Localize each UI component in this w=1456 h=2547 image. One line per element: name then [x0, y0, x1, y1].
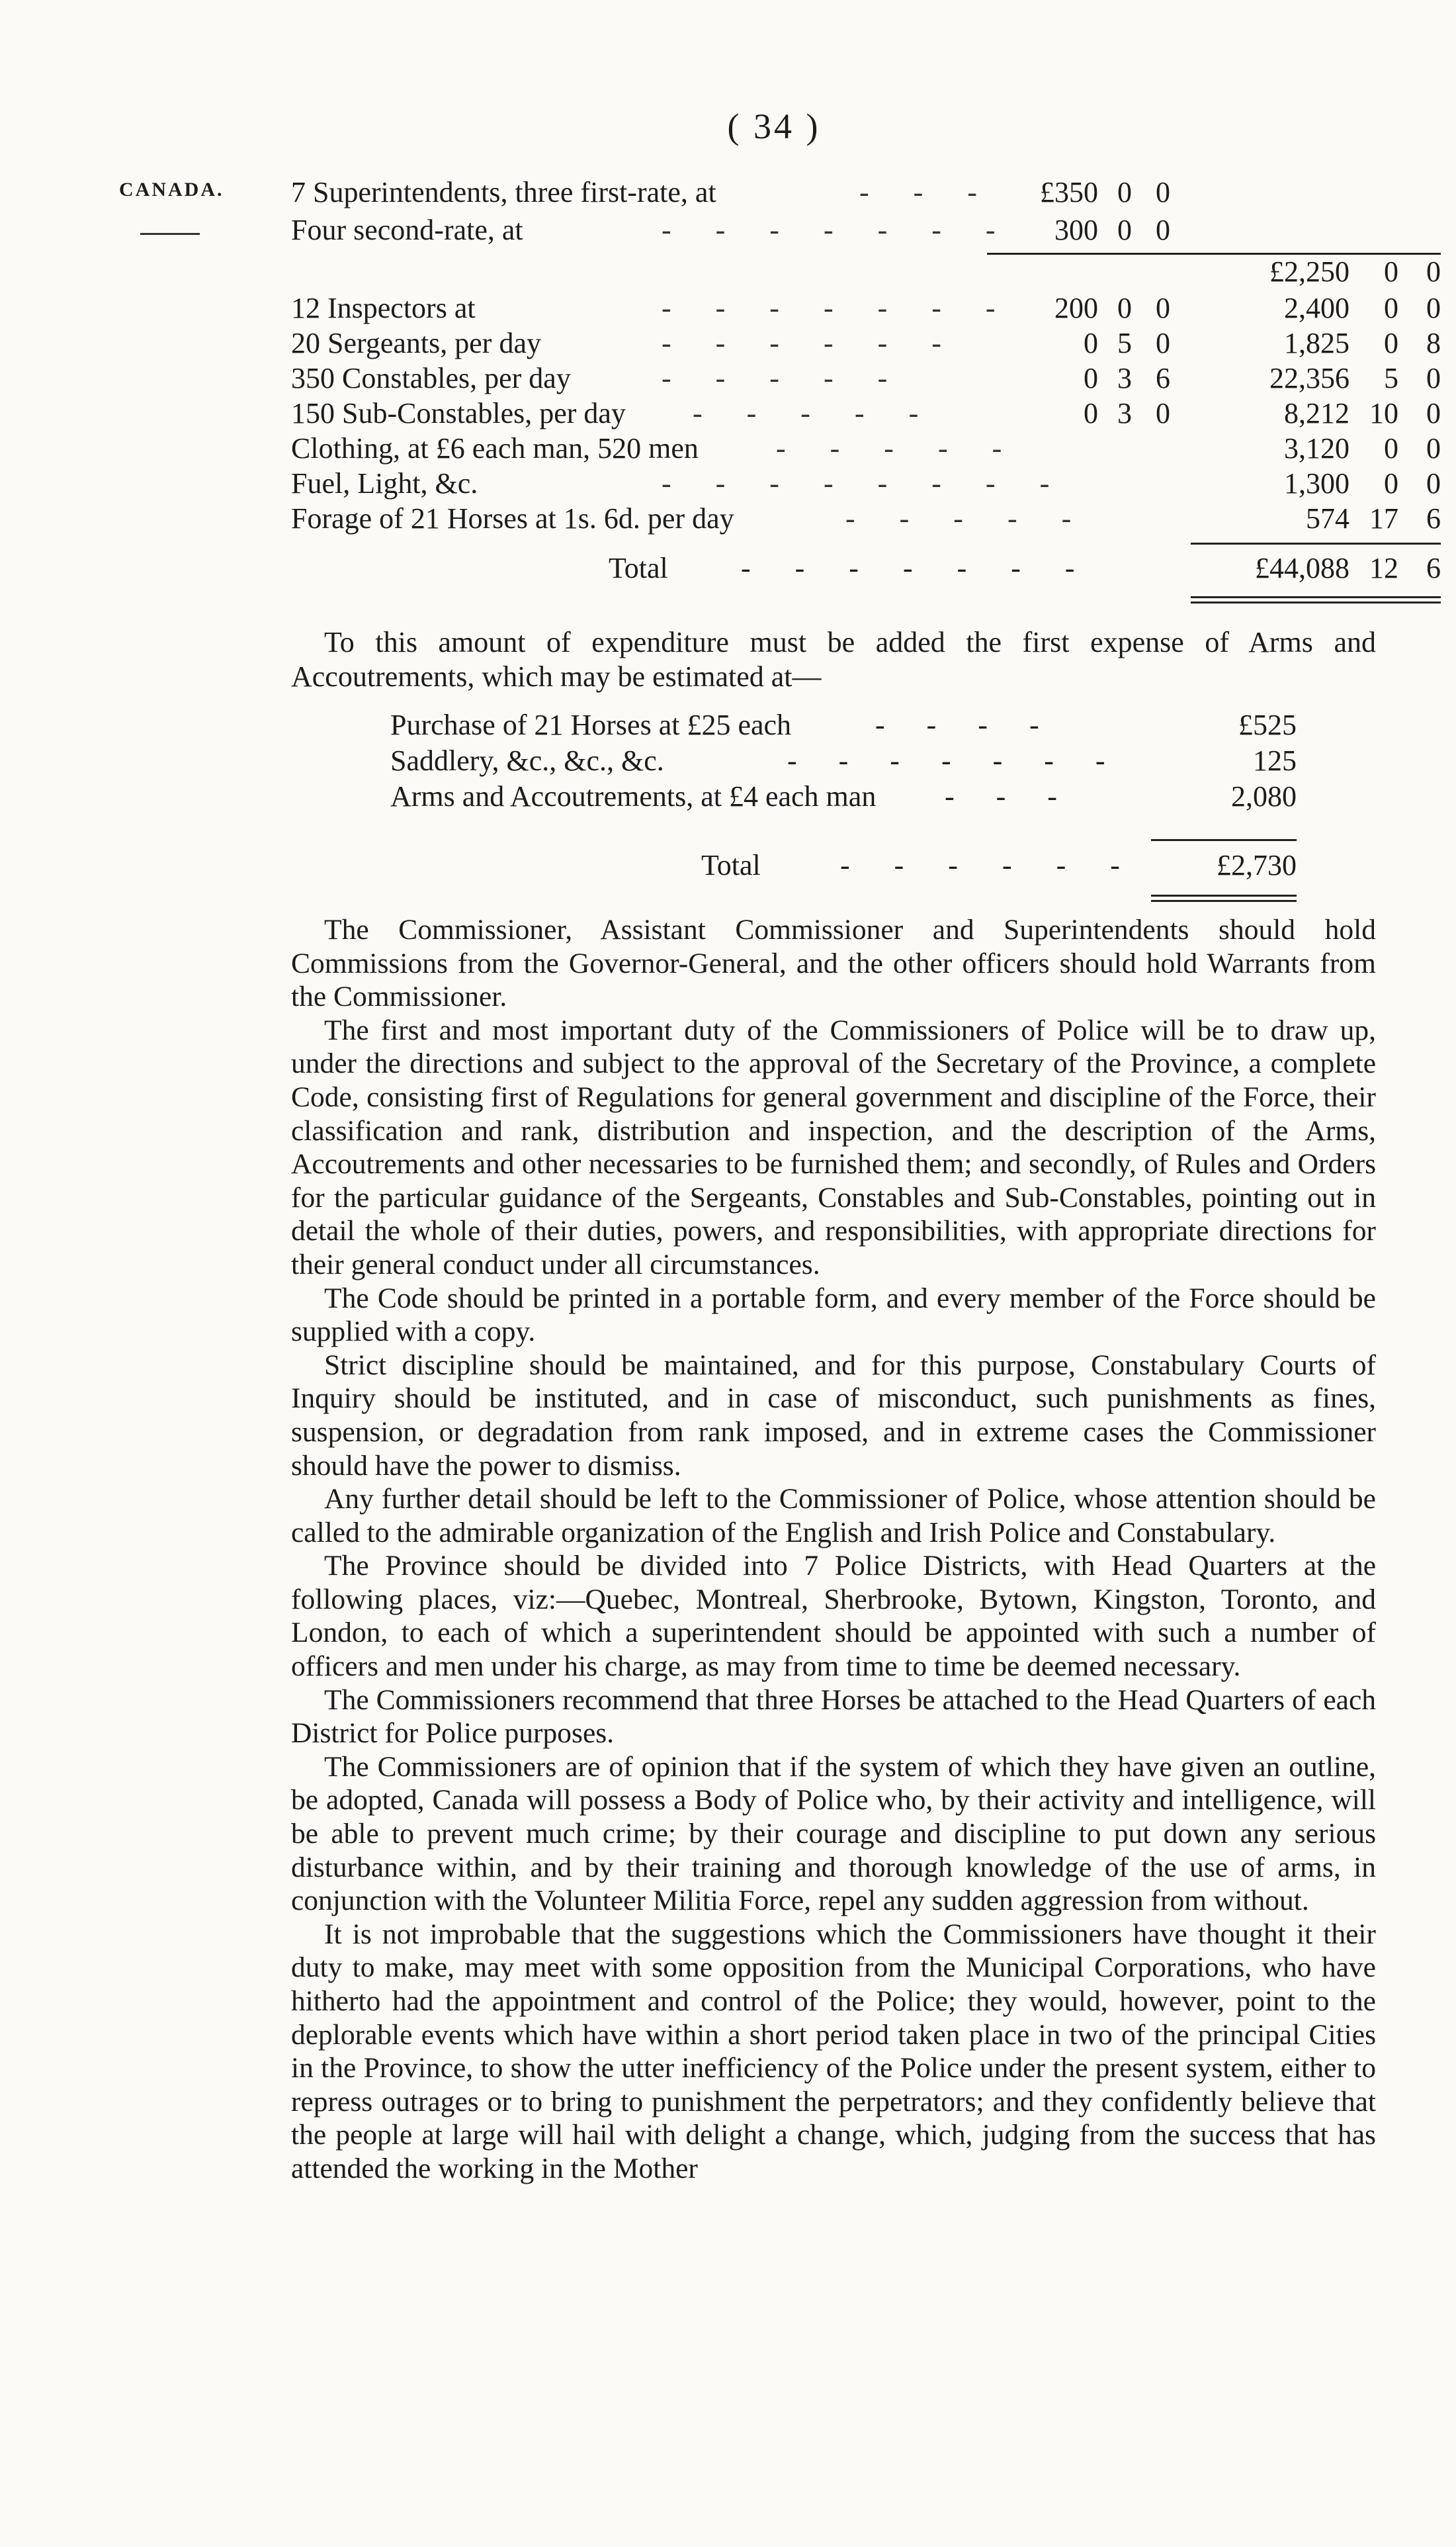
total-pounds: 8,212	[1284, 397, 1349, 429]
arms-label: Saddlery, &c., &c., &c.	[390, 744, 664, 777]
paragraph: The first and most important duty of the Commissioners of Police will be to draw up, under the directions and subject to the approval of the Secretary of the Province, a complete Code, consisting first of Regulations for general government and discipline of the Force, their classification and rank, distribution and inspection, and the description of the Arms, Accoutrements and other necessaries to be furnished them; and secondly, of Rules and Orders for the particular guidance of the Sergeants, Constables and Sub-Constables, pointing out in detail the whole of their duties, powers, and responsibilities, with appropriate directions for their general conduct under all circumstances.	[291, 1014, 1376, 1280]
body-text	[291, 913, 1376, 2186]
paragraph: It is not improbable that the suggestions which the Commissioners have thought it their duty to make, may meet with some opposition from the Municipal Corporations, who have hitherto had the appointment and control of the Police; they would, however, point to the deplorable events which have within a short period taken place in two of the principal Cities in the Province, to show the utter inefficiency of the Police under the present system, either to repress outrages or to bring to punishment the perpetrators; and they confidently believe that the people at large will hail with delight a change, which, judging from the success that has attended the working in the Mother	[291, 1918, 1376, 2184]
leader-dashes: - - - - - - -	[741, 552, 1093, 584]
arms-label: Arms and Accoutrements, at £4 each man	[390, 780, 877, 813]
leader-dashes: - - - -	[875, 709, 1056, 741]
arms-row	[390, 708, 1316, 744]
unit-shillings: 3	[1117, 362, 1132, 394]
arms-total-value: £2,730	[1217, 849, 1297, 881]
page-number: ( 34 )	[727, 107, 821, 146]
total-pounds: 1,825	[1284, 327, 1349, 359]
total-shillings: 0	[1384, 327, 1398, 359]
total-shillings: 0	[1384, 432, 1398, 465]
total-pence: 0	[1426, 362, 1441, 394]
expenditure-row	[291, 175, 1376, 212]
unit-pounds: 0	[1084, 397, 1098, 429]
arms-row	[390, 744, 1316, 780]
unit-pence: 0	[1156, 327, 1170, 359]
unit-pounds: 200	[1054, 292, 1098, 324]
unit-pence: 6	[1156, 362, 1170, 394]
total-pounds: 22,356	[1269, 362, 1349, 394]
sidenote-canada: CANADA.	[119, 179, 224, 201]
total-shillings: 5	[1384, 362, 1398, 394]
unit-pounds: £350	[1040, 176, 1098, 208]
grand-total-shillings: 12	[1369, 552, 1398, 584]
total-pence: 0	[1426, 397, 1441, 429]
expenditure-row	[291, 326, 1441, 363]
total-shillings: 10	[1369, 397, 1398, 429]
expenditure-row	[291, 255, 1441, 291]
total-rule-bottom-1	[1191, 596, 1441, 598]
leader-dashes: - - - - - -	[840, 849, 1138, 881]
arms-value: 125	[1253, 744, 1297, 777]
expenditure-row	[291, 467, 1441, 503]
unit-pence: 0	[1156, 176, 1170, 208]
total-rule-bottom-2	[1191, 602, 1441, 603]
grand-total-pounds: £44,088	[1255, 552, 1349, 584]
arms-value: £525	[1238, 709, 1297, 741]
total-pence: 0	[1426, 432, 1441, 465]
row-label: Four second-rate, at	[291, 214, 523, 246]
row-label: 7 Superintendents, three first-rate, at	[291, 176, 716, 208]
arms-value: 2,080	[1231, 780, 1297, 813]
leader-dashes: - - - - - - -	[787, 744, 1123, 777]
unit-pounds: 0	[1084, 362, 1098, 394]
unit-pounds: 0	[1084, 327, 1098, 359]
total-shillings: 17	[1369, 502, 1398, 535]
leader-dashes: - - - - - - - -	[662, 467, 1068, 500]
arms-row	[390, 780, 1316, 816]
paragraph: The Commissioner, Assistant Commissioner and Superintendents should hold Commissions from the Governor-General, and the other officers should hold Warrants from the Commissioner.	[291, 914, 1376, 1013]
unit-pence: 0	[1156, 214, 1170, 246]
total-pounds: 574	[1306, 502, 1349, 535]
total-shillings: 0	[1384, 292, 1398, 324]
expenditure-row	[291, 396, 1441, 433]
leader-dashes: - - - - -	[693, 397, 937, 429]
total-pounds: £2,250	[1269, 255, 1349, 288]
total-shillings: 0	[1384, 255, 1398, 288]
leader-dashes: - - -	[945, 780, 1074, 813]
row-label: 20 Sergeants, per day	[291, 327, 541, 359]
unit-pounds: 300	[1054, 214, 1098, 246]
paragraph: The Commissioners recommend that three Horses be attached to the Head Quarters of each District for Police purposes.	[291, 1683, 1376, 1750]
grand-total-pence: 6	[1426, 552, 1441, 584]
unit-shillings: 0	[1117, 176, 1132, 208]
expenditure-total-row	[291, 551, 1441, 588]
leader-dashes: - - - - -	[776, 432, 1021, 465]
total-pence: 6	[1426, 502, 1441, 535]
unit-shillings: 0	[1117, 292, 1132, 324]
expenditure-row	[291, 502, 1441, 538]
paragraph: The Code should be printed in a portable form, and every member of the Force should be supplied with a copy.	[291, 1282, 1376, 1348]
arms-rule-bottom-1	[1151, 895, 1297, 897]
expenditure-row	[291, 361, 1441, 398]
arms-rule-top	[1151, 839, 1297, 841]
expenditure-row	[291, 431, 1441, 468]
unit-pence: 0	[1156, 397, 1170, 429]
arms-intro: To this amount of expenditure must be added the first expense of Arms and Accoutrements, which may be estimated at—	[291, 626, 1376, 693]
expenditure-row	[291, 213, 1376, 249]
row-label: 12 Inspectors at	[291, 292, 476, 324]
sidenote-rule	[140, 233, 200, 235]
unit-shillings: 0	[1117, 214, 1132, 246]
total-pounds: 1,300	[1284, 467, 1349, 500]
leader-dashes: - - - - - -	[662, 327, 960, 359]
unit-shillings: 5	[1117, 327, 1132, 359]
expenditure-row	[291, 291, 1441, 328]
row-label: 150 Sub-Constables, per day	[291, 397, 626, 429]
total-pence: 0	[1426, 292, 1441, 324]
arms-rule-bottom-2	[1151, 900, 1297, 902]
total-label: Total	[609, 552, 668, 584]
total-pence: 0	[1426, 467, 1441, 500]
row-label: Clothing, at £6 each man, 520 men	[291, 432, 699, 465]
arms-label: Purchase of 21 Horses at £25 each	[390, 709, 792, 741]
row-label: 350 Constables, per day	[291, 362, 571, 394]
leader-dashes: - - - - - - -	[662, 214, 1014, 246]
total-shillings: 0	[1384, 467, 1398, 500]
paragraph: The Commissioners are of opinion that if the system of which they have given an outline, be adopted, Canada will possess a Body of Police who, by their activity and intelligence, will be able to prevent much crime; by their courage and discipline to put down any serious disturbance within, and by their training and thorough knowledge of the use of arms, in conjunction with the Volunteer Militia Force, repel any sudden aggression from without.	[291, 1750, 1376, 1917]
unit-shillings: 3	[1117, 397, 1132, 429]
row-label: Forage of 21 Horses at 1s. 6d. per day	[291, 502, 734, 535]
total-pence: 8	[1426, 327, 1441, 359]
arms-total-row	[390, 848, 1316, 885]
leader-dashes: - - - - -	[845, 502, 1090, 535]
row-label: Fuel, Light, &c.	[291, 467, 478, 500]
total-pounds: 2,400	[1284, 292, 1349, 324]
paragraph: Any further detail should be left to the Commissioner of Police, whose attention should be called to the admirable organization of the English and Irish Police and Constabulary.	[291, 1483, 1376, 1548]
paragraph: The Province should be divided into 7 Police Districts, with Head Quarters at the following places, viz:—Quebec, Montreal, Sherbrooke, Bytown, Kingston, Toronto, and London, to each of which a superintendent should be appointed with such a number of officers and men under his charge, as may from time to time be deemed necessary.	[291, 1550, 1376, 1683]
leader-dashes: - - - - -	[662, 362, 906, 394]
total-pence: 0	[1426, 255, 1441, 288]
leader-dashes: - - -	[859, 176, 996, 208]
arms-total-label: Total	[701, 849, 761, 881]
paragraph: Strict discipline should be maintained, and for this purpose, Constabulary Courts of Inquiry should be instituted, and in case of misconduct, such punishments as fines, suspension, or degradation from rank imposed, and in extreme cases the Commissioner should have the power to dismiss.	[291, 1349, 1376, 1482]
total-pounds: 3,120	[1284, 432, 1349, 465]
unit-pence: 0	[1156, 292, 1170, 324]
total-rule-top	[1191, 543, 1441, 545]
leader-dashes: - - - - - - -	[662, 292, 1014, 324]
